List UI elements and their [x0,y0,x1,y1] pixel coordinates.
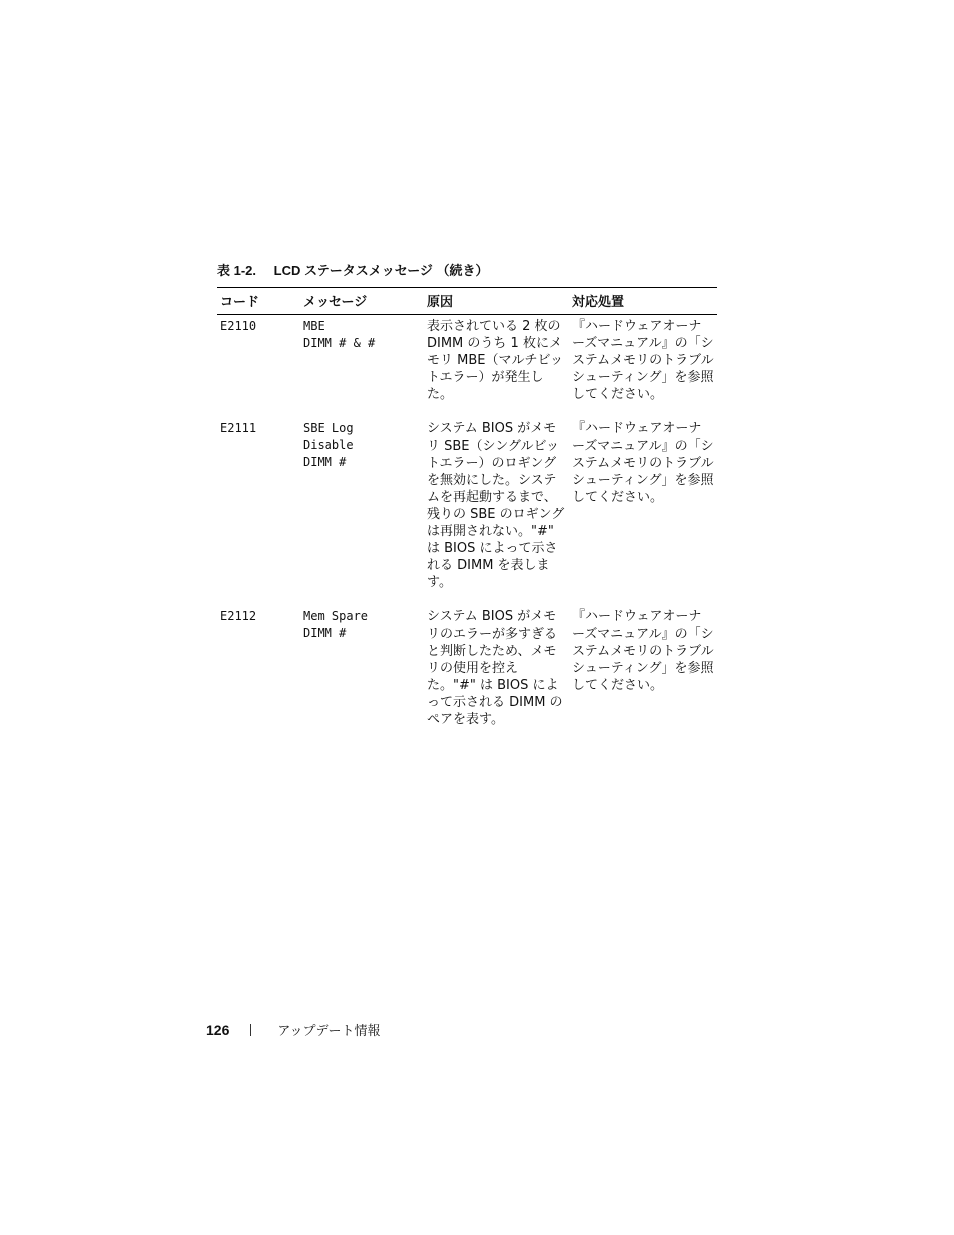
table-caption-title: LCD ステータスメッセージ （続き） [273,263,489,278]
header-cause: 原因 [424,288,569,315]
table-caption [217,260,489,279]
message-line: MBE [303,319,325,333]
table-caption-label: 表 1-2. [217,263,257,278]
cell-code: E2112 [220,609,257,624]
cell-code: E2111 [220,421,257,436]
message-line: SBE Log [303,421,354,436]
message-line: Mem Spare [303,609,369,624]
message-line: DIMM # [303,626,347,641]
table-row [217,605,717,742]
cell-action: 『ハードウェアオーナーズマニュアル』の「システムメモリのトラブルシューティング」を参照してください。 [572,421,714,505]
header-code: コード [217,288,300,315]
cell-message [300,315,424,418]
table-header-row [217,288,717,315]
section-title: アップデート情報 [277,1024,381,1039]
message-line: DIMM # & # [303,336,376,350]
page-number: 126 [206,1022,230,1038]
table-row [217,315,717,418]
cell-cause: システム BIOS がメモリ SBE（シングルビットエラー）のロギングを無効にした。システムを再起動するまで、残りの SBE のロギングは再開されない。"#" は BIOS によって示される DIMM を表します。 [427,421,565,591]
cell-message [300,417,424,605]
cell-cause: システム BIOS がメモリのエラーが多すぎると判断したため、メモリの使用を控えた。"#" は BIOS によって示される DIMM のペアを表す。 [427,609,563,727]
cell-code: E2110 [220,319,257,333]
header-action: 対応処置 [569,288,717,315]
cell-cause: 表示されている 2 枚の DIMM のうち 1 枚にメモリ MBE（マルチビットエラー）が発生した。 [427,319,563,403]
message-line: Disable [303,438,354,453]
footer-divider [250,1024,251,1036]
message-line: DIMM # [303,455,347,470]
cell-action: 『ハードウェアオーナーズマニュアル』の「システムメモリのトラブルシューティング」を参照してください。 [572,319,714,403]
lcd-status-message-table [217,287,717,742]
page-footer [206,1020,380,1039]
header-message: メッセージ [300,288,424,315]
table-row [217,417,717,605]
cell-message [300,605,424,742]
cell-action: 『ハードウェアオーナーズマニュアル』の「システムメモリのトラブルシューティング」を参照してください。 [572,609,714,693]
